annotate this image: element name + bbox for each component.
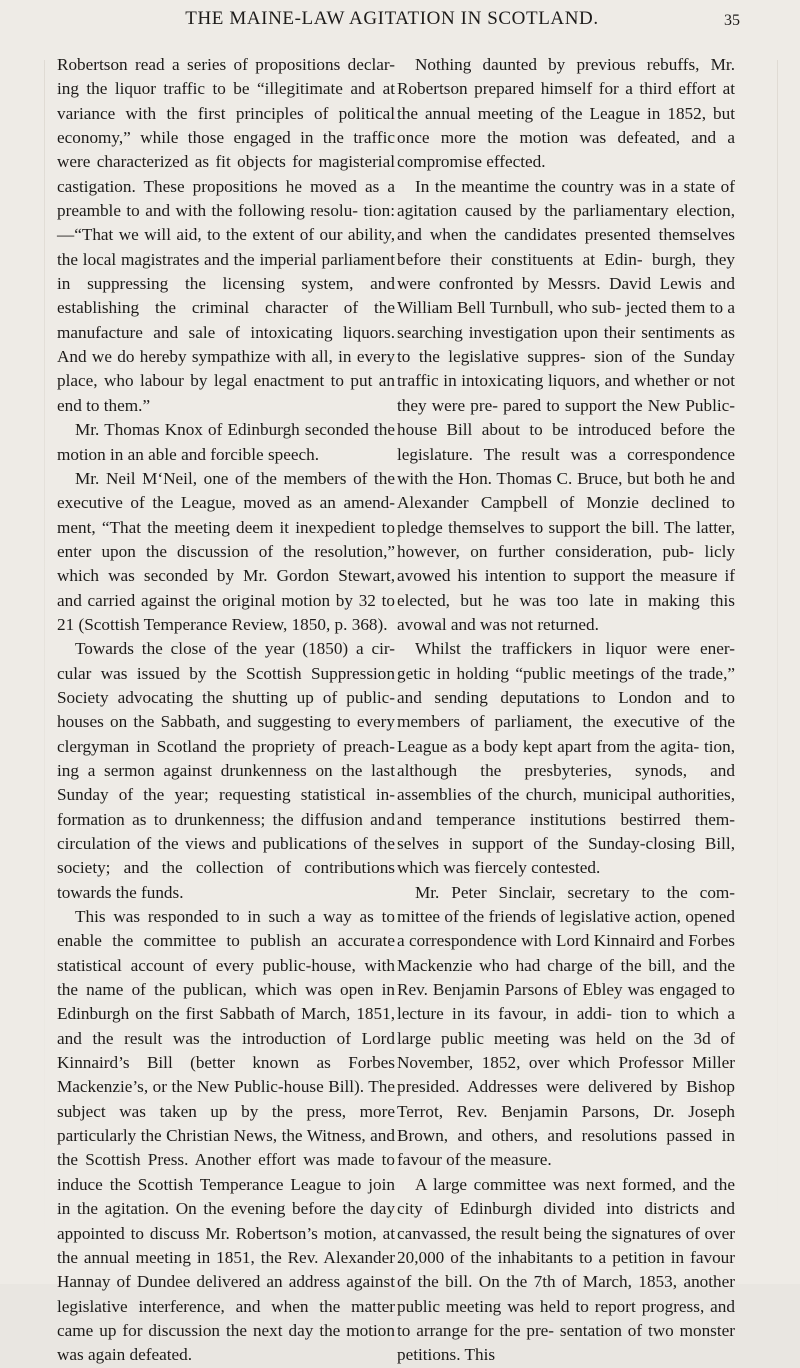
paragraph: Robertson read a series of propositions declar- ing the liquor traffic to be “illegitimate and at variance with the first principles of political economy,” while those engaged in the traffic were characterized as fit objects for magisterial castigation. These propositions he moved as a preamble to and with the following resolu- tion:—“That we will aid, to the extent of our ability, the local magistrates and the imperial parliament in suppressing the licensing system, and establishing the criminal character of the manufacture and sale of intoxicating liquors. And we do hereby sympathize with all, in every place, who labour by legal enactment to put an end to them.” (57, 55, 395, 415)
paragraph: Towards the close of the year (1850) a cir- cular was issued by the Scottish Suppression Society advocating the shutting up of public- houses on the Sabbath, and suggesting to every clergyman in Scotland the propriety of preach- ing a sermon against drunkenness on the last Sunday of the year; requesting statistical in- formation as to drunkenness; the diffusion and circulation of the views and publications of the society; and the collection of contributions towards the funds. (57, 639, 395, 902)
left-column (57, 53, 395, 1368)
paragraph: In the meantime the country was in a state of agitation caused by the parliamentary election, and when the candidates presented themselves before their constituents at Edin- burgh, they were confronted by Messrs. David Lewis and William Bell Turnbull, who sub- jected them to a searching investigation upon their sentiments as to the legislative suppres- sion of the Sunday traffic in intoxicating liquors, and whether or not they were pre- pared to support the New Public-house Bill about to be introduced before the legislature. The result was a correspondence with the Hon. Thomas C. Bruce, but both he and Alexander Campbell of Monzie declined to pledge themselves to support the bill. The latter, however, on further consideration, pub- licly avowed his intention to support the measure if elected, but he was too late in making this avowal and was not returned. (397, 176, 735, 634)
paragraph: Mr. Peter Sinclair, secretary to the com- mittee of the friends of legislative action, opened a correspondence with Lord Kinnaird and Forbes Mackenzie who had charge of the bill, and the Rev. Benjamin Parsons of Ebley was engaged to lecture in its favour, in addi- tion to which a large public meeting was held on the 3d of November, 1852, over which Professor Miller presided. Addresses were delivered by Bishop Terrot, Rev. Benjamin Parsons, Dr. Joseph Brown, and others, and resolutions passed in favour of the measure. (397, 882, 735, 1170)
right-column (397, 53, 735, 1368)
page-header (60, 8, 740, 52)
paragraph: Mr. Thomas Knox of Edinburgh seconded the motion in an able and forcible speech. (57, 420, 395, 464)
paragraph: Whilst the traffickers in liquor were ener- getic in holding “public meetings of the trade,” and sending deputations to London and to members of parliament, the executive of the League as a body kept apart from the agita- tion, although the presbyteries, synods, and assemblies of the church, municipal authorities, and temperance institutions bestirred them- selves in support of the Sunday-closing Bill, which was fiercely contested. (397, 639, 735, 878)
page-edge-shadow-right (777, 60, 778, 1260)
running-title: THE MAINE-LAW AGITATION IN SCOTLAND. (185, 8, 599, 29)
paragraph: Nothing daunted by previous rebuffs, Mr. Robertson prepared himself for a third effort at the annual meeting of the League in 1852, but once more the motion was defeated, and a compromise effected. (397, 55, 735, 172)
paragraph: Mr. Neil M‘Neil, one of the members of the executive of the League, moved as an amend- ment, “That the meeting deem it inexpedient to enter upon the discussion of the resolution,” which was seconded by Mr. Gordon Stewart, and carried against the original motion by 32 to 21 (Scottish Temperance Review, 1850, p. 368). (57, 468, 395, 634)
paragraph: A large committee was next formed, and the city of Edinburgh divided into districts and canvassed, the result being the signatures of over 20,000 of the inhabitants to a petition in favour of the bill. On the 7th of March, 1853, another public meeting was held to report progress, and to arrange for the pre- sentation of two monster petitions. This (397, 1174, 735, 1365)
paragraph: This was responded to in such a way as to enable the committee to publish an accurate statistical account of every public-house, with the name of the publican, which was open in Edinburgh on the first Sabbath of March, 1851, and the result was the introduction of Lord Kinnaird’s Bill (better known as Forbes Mackenzie’s, or the New Public-house Bill). The subject was taken up by the press, more particularly the Christian News, the Witness, and the Scottish Press. Another effort was made to induce the Scottish Temperance League to join in the agitation. On the evening before the day appointed to discuss Mr. Robertson’s motion, at the annual meeting in 1851, the Rev. Alexander Hannay of Dundee delivered an address against legislative interference, and when the matter came up for discussion the next day the motion was again defeated. (57, 907, 395, 1365)
page-number: 35 (724, 12, 740, 29)
page-edge-shadow-left (44, 60, 45, 1260)
